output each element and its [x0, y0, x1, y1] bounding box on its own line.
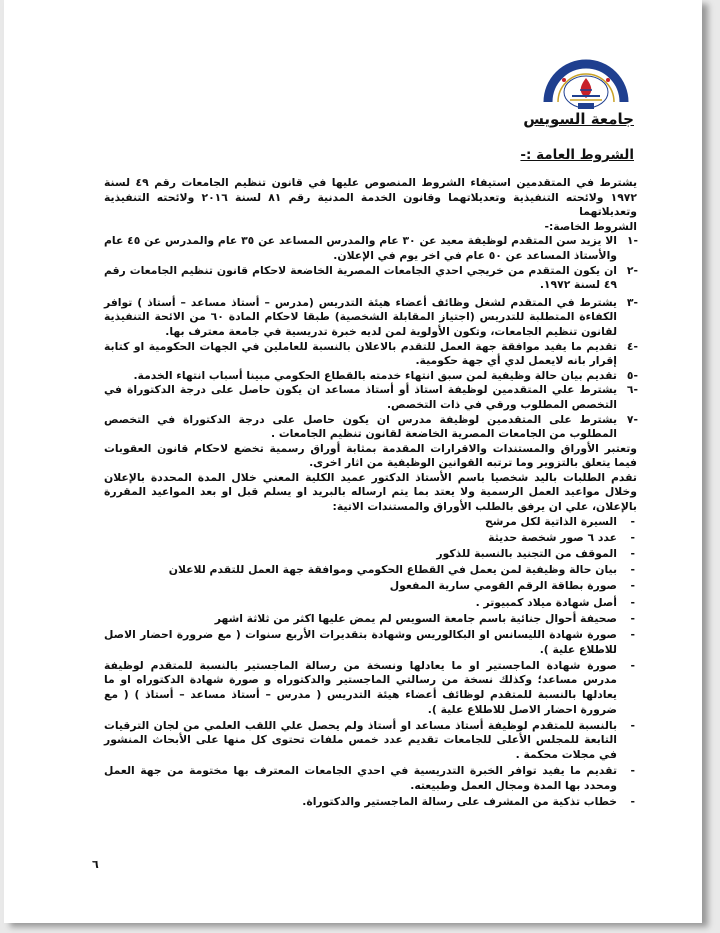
- document-item: - صحيفة أحوال جنائية باسم جامعة السويس لم يمض عليها اكثر من ثلاثة اشهر: [104, 612, 637, 627]
- document-page: [4, 0, 702, 923]
- condition-item: -٢ ان يكون المتقدم من خريجي احدي الجامعات المصرية الخاضعة لاحكام قانون تنظيم الجامعات رقم ٤٩ لسنة ١٩٧٢.: [104, 263, 638, 292]
- condition-item: -٤ تقديم ما يفيد موافقة جهة العمل للتقدم بالاعلان بالنسبة للعاملين في الجهات الحكومية او كتابة إقرار بانه لايعمل لدي أي جهة حكومية.: [104, 339, 638, 368]
- document-item: - صورة شهادة الماجستير او ما يعادلها ونسخة من رسالة الماجستير بالنسبة للمتقدم لوظيفة مدرس مساعد؛ وكذلك نسخة من رسالتي الماجستير والدكتوراه و صورة شهادة الدكتوراه او ما يعادلها بالنسبة للمتقدم لوظائف أعضاء هيئة التدريس ( مدرس – أستاذ مساعد – أستاذ ) ( مع ضرورة احضار الاصل للاطلاع علية ).: [104, 659, 637, 717]
- document-item: - خطاب تذكية من المشرف على رسالة الماجستير والدكتوراة.: [104, 795, 637, 810]
- suez-university-logo: [540, 50, 632, 110]
- conditions-content: [104, 176, 637, 811]
- section-title: الشروط العامة :-: [520, 147, 634, 163]
- condition-item: -٦ يشترط علي المتقدمين لوظيفة استاذ أو أستاذ مساعد ان يكون حاصل على درجة الدكتوراة في التخصص المطلوب ورقي في ذات التخصص.: [104, 383, 638, 411]
- intro-paragraph: يشترط في المتقدمين استيفاء الشروط المنصوص عليها في قانون تنظيم الجامعات رقم ٤٩ لسنة ١٩٧٢ ولائحته التنفيذية وتعديلاتهما وقانون الخدمة المدنية رقم ٨١ لسنة ٢٠١٦ ولائحته التنفيذية وتعديلاتهما: [104, 176, 637, 219]
- special-conditions-title: الشروط الخاصة:-: [544, 219, 637, 233]
- document-item: - تقديم ما يفيد توافر الخبرة التدريسية في احدي الجامعات المعترف بها مختومة من جهة العمل ومحدد بها المدة ومجال العمل وطبيعته.: [104, 764, 637, 793]
- required-documents-list: [104, 515, 637, 810]
- university-name: جامعة السويس: [523, 110, 634, 128]
- condition-item: -١ الا يزيد سن المتقدم لوظيفة معيد عن ٣٠ عام والمدرس المساعد عن ٣٥ عام والمدرس عن ٤٥ عام والأستاذ المساعد عن ٥٠ عام في اخر يوم في الإعلان.: [104, 234, 638, 262]
- document-item: - الموقف من التجنيد بالنسبة للذكور: [104, 547, 637, 562]
- document-item: - عدد ٦ صور شخصة حديثة: [104, 531, 637, 546]
- legal-note: وتعتبر الأوراق والمستندات والاقرارات المقدمة بمثابة أوراق رسمية تخضع لاحكام قانون العقوبات فيما يتعلق بالتزوير وما ترتبه القوانين الوظيفية من اثار اخرى.: [104, 441, 637, 470]
- document-item: - بيان حالة وظيفية لمن يعمل في القطاع الحكومي وموافقة جهة العمل للتقدم للاعلان: [104, 563, 637, 578]
- document-item: - السيرة الذاتية لكل مرشح: [104, 515, 637, 530]
- condition-item: -٥ تقديم بيان حالة وظيفية لمن سبق انتهاء خدمته بالقطاع الحكومي مبينا أسباب انتهاء الخدمة.: [133, 368, 638, 382]
- document-item: - أصل شهادة ميلاد كمبيوتر .: [104, 596, 637, 611]
- special-conditions-list: [104, 234, 637, 441]
- condition-item: -٣ يشترط في المتقدم لشغل وظائف أعضاء هيئة التدريس (مدرس – أستاذ مساعد – أستاذ ) توافر الكفاءة المتطلبة للتدريس (اجتياز المقابلة الشخصية) طبقا لاحكام المادة ٦٠ من الائحة التنفيذية لقانون تنظيم الجامعات، وتكون الأولوية لمن لديه خبرة تدريسية في جامعة معترف بها.: [104, 295, 638, 338]
- document-item: - صورة بطاقة الرقم القومي سارية المفعول: [104, 579, 637, 594]
- document-item: - صورة شهادة الليسانس او البكالوريس وشهادة بتقديرات الأربع سنوات ( مع ضرورة احضار الاصل للاطلاع علية ).: [104, 628, 637, 657]
- document-item: - بالنسبة للمتقدم لوظيفة أستاذ مساعد او أستاذ ولم يحصل علي اللقب العلمي من لجان الترقيات التابعة للمجلس الأعلى للجامعات تقديم عدد خمس ملفات تحتوى كل منها على الأبحاث المنشور في مجلات محكمة .: [104, 719, 637, 763]
- condition-item: -٧ يشترط على المتقدمين لوظيفة مدرس ان يكون حاصل على درجة الدكتوراة في التخصص المطلوب من الجامعات المصرية الخاضعة لقانون تنظيم الجامعات .: [104, 412, 638, 441]
- submission-note: تقدم الطلبات باليد شخصيا باسم الأستاذ الدكتور عميد الكلية المعني خلال المدة المحددة بالإعلان وخلال مواعيد العمل الرسمية ولا يعتد بما يتم ارساله بالبريد او يسلم قبل او بعد المواعيد المقررة بالإعلان، علي ان يرفق بالطلب الأوراق والمستندات الاتية:: [104, 470, 637, 514]
- page-number: ٦: [92, 858, 99, 871]
